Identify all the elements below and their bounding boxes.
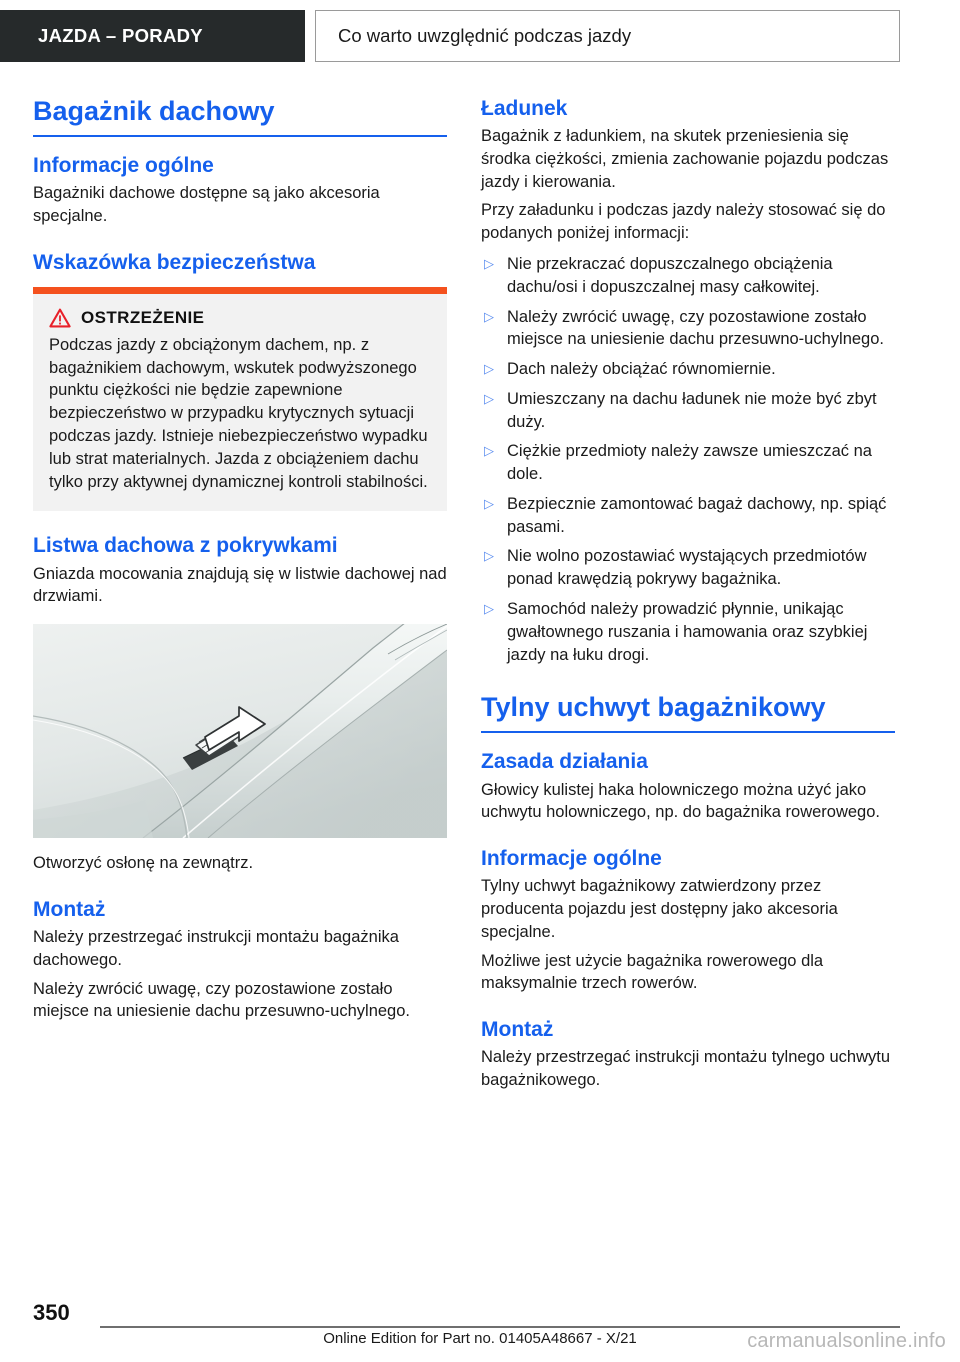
bullet-triangle-icon: ▷: [484, 390, 494, 406]
bullet-triangle-icon: ▷: [484, 256, 494, 272]
warning-box-text: Podczas jazdy z obciążonym dachem, np. z bagażnikiem dachowym, wskutek podwyższonego punktu ciężkości nie będzie zapewnione bezpieczeństwo w przypadku krytycznych sytuacji podczas jazdy. Istnieje niebezpieczeństwo wypadku lub strat materialnych. Jazda z obciążeniem dachu tylko przy aktywnej dynamicznej kontroli stabilności.: [49, 335, 428, 491]
section-heading-general-info: Informacje ogólne: [33, 154, 214, 178]
warning-box-header: [49, 308, 431, 328]
paragraph-general-info: Bagażniki dachowe dostępne są jako akcesoria specjalne.: [33, 184, 380, 225]
list-item-text: Nie przekraczać dopuszczalnego obciążenia dachu/osi i dopuszczalnej masy całkowitej.: [507, 255, 833, 296]
list-item: [481, 358, 895, 381]
footer-divider: [100, 1326, 900, 1328]
paragraph-mounting-2: Należy zwrócić uwagę, czy pozostawione zostało miejsce na uniesienie dachu przesuwno-uchylnego.: [33, 979, 410, 1021]
header-title: Co warto uwzględnić podczas jazdy: [315, 10, 900, 62]
list-item-text: Ciężkie przedmioty należy zawsze umieszczać na dole.: [507, 442, 872, 484]
section-heading-mounting-left: Montaż: [33, 897, 106, 921]
chapter-heading-rear-carrier: Tylny uchwyt bagażnikowy: [481, 692, 895, 733]
list-item-text: Umieszczany na dachu ładunek nie może być zbyt duży.: [507, 389, 877, 431]
bullet-triangle-icon: ▷: [484, 600, 494, 616]
bullet-triangle-icon: ▷: [484, 361, 494, 377]
warning-box-title: OSTRZEŻENIE: [81, 307, 205, 327]
list-item: [481, 440, 895, 486]
paragraph-mounting-1: Należy przestrzegać instrukcji montażu bagażnika dachowego.: [33, 927, 399, 969]
section-heading-mounting-right: Montaż: [481, 1018, 554, 1042]
list-item: [481, 253, 895, 299]
paragraph-general-right-2: Możliwe jest użycie bagażnika rowerowego dla maksymalnie trzech rowerów.: [481, 951, 824, 993]
left-column: [33, 96, 447, 1023]
bullet-triangle-icon: ▷: [484, 495, 494, 511]
page-footer: [0, 1280, 960, 1362]
warning-box: [33, 287, 447, 511]
chapter-tab: JAZDA – PORADY: [0, 10, 305, 62]
list-item: [481, 598, 895, 666]
list-item: [481, 306, 895, 352]
edition-note: Online Edition for Part no. 01405A48667 - X/21: [323, 1330, 637, 1347]
right-column: [481, 96, 895, 1092]
list-item-text: Samochód należy prowadzić płynnie, unikając gwałtownego ruszania i hamowania oraz szybkiej jazdy na łuku drogi.: [507, 599, 868, 664]
paragraph-load-1: Bagażnik z ładunkiem, na skutek przeniesienia się środka ciężkości, zmienia zachowanie pojazdu podczas jazdy i kierowania.: [481, 127, 889, 191]
list-item: [481, 545, 895, 591]
list-item-text: Dach należy obciążać równomiernie.: [507, 360, 776, 379]
site-watermark: carmanualsonline.info: [747, 1330, 946, 1352]
chapter-heading-roof-rack: Bagażnik dachowy: [33, 96, 447, 137]
roof-rail-cover-photo: [33, 624, 447, 838]
paragraph-principle: Głowicy kulistej haka holowniczego można użyć jako uchwytu holowniczego, np. do bagażnika rowerowego.: [481, 780, 880, 822]
section-heading-load: Ładunek: [481, 97, 568, 120]
list-item-text: Nie wolno pozostawiać wystających przedmiotów ponad krawędzią pokrywy bagażnika.: [507, 547, 867, 589]
section-heading-principle: Zasada działania: [481, 750, 648, 774]
bullet-triangle-icon: ▷: [484, 548, 494, 564]
list-item-text: Należy zwrócić uwagę, czy pozostawione zostało miejsce na uniesienie dachu przesuwno-uchylnego.: [507, 307, 884, 349]
bullet-triangle-icon: ▷: [484, 308, 494, 324]
figure-caption-roof-rail: Otworzyć osłonę na zewnątrz.: [33, 854, 254, 873]
section-heading-general-info-right: Informacje ogólne: [481, 847, 662, 871]
warning-triangle-icon: [49, 308, 71, 328]
page-header: [0, 10, 960, 62]
load-bullet-list: [481, 253, 895, 666]
paragraph-load-2: Przy załadunku i podczas jazdy należy stosować się do podanych poniżej informacji:: [481, 201, 886, 243]
paragraph-mounting-right: Należy przestrzegać instrukcji montażu tylnego uchwytu bagażnikowego.: [481, 1048, 891, 1089]
list-item: [481, 388, 895, 434]
section-heading-roof-rail: Listwa dachowa z pokrywkami: [33, 534, 338, 558]
section-heading-safety-note: Wskazówka bezpieczeństwa: [33, 250, 316, 274]
list-item: [481, 493, 895, 539]
paragraph-general-right-1: Tylny uchwyt bagażnikowy zatwierdzony przez producenta pojazdu jest dostępny jako akcesoria specjalne.: [481, 877, 838, 941]
paragraph-roof-rail: Gniazda mocowania znajdują się w listwie dachowej nad drzwiami.: [33, 564, 447, 606]
list-item-text: Bezpiecznie zamontować bagaż dachowy, np. spiąć pasami.: [507, 494, 887, 536]
page-number: 350: [33, 1300, 70, 1325]
bullet-triangle-icon: ▷: [484, 443, 494, 459]
